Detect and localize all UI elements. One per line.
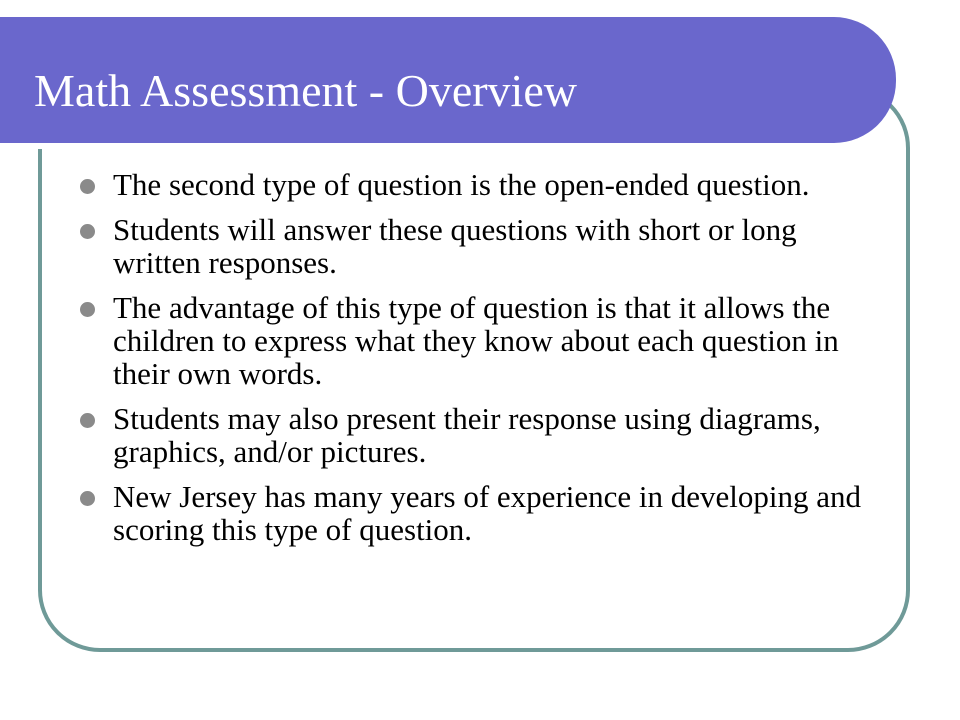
bullet-text: The second type of question is the open-ended question. bbox=[113, 167, 810, 202]
title-underline bbox=[0, 143, 848, 149]
bullet-item bbox=[78, 168, 868, 201]
bullet-icon bbox=[80, 302, 95, 317]
bullet-item bbox=[78, 213, 868, 279]
slide-title: Math Assessment - Overview bbox=[34, 65, 577, 116]
bullet-text: Students will answer these questions with short or long written responses. bbox=[113, 212, 797, 280]
bullet-icon bbox=[80, 413, 95, 428]
bullet-list bbox=[78, 168, 868, 558]
bullet-icon bbox=[80, 491, 95, 506]
bullet-text: The advantage of this type of question is that it allows the children to express what they know about each question in their own words. bbox=[113, 290, 839, 391]
bullet-item bbox=[78, 480, 868, 546]
bullet-text: Students may also present their response using diagrams, graphics, and/or pictures. bbox=[113, 401, 821, 469]
bullet-item bbox=[78, 402, 868, 468]
bullet-icon bbox=[80, 224, 95, 239]
title-bar bbox=[0, 17, 896, 143]
bullet-text: New Jersey has many years of experience in developing and scoring this type of question. bbox=[113, 479, 862, 547]
bullet-icon bbox=[80, 179, 95, 194]
bullet-item bbox=[78, 291, 868, 390]
